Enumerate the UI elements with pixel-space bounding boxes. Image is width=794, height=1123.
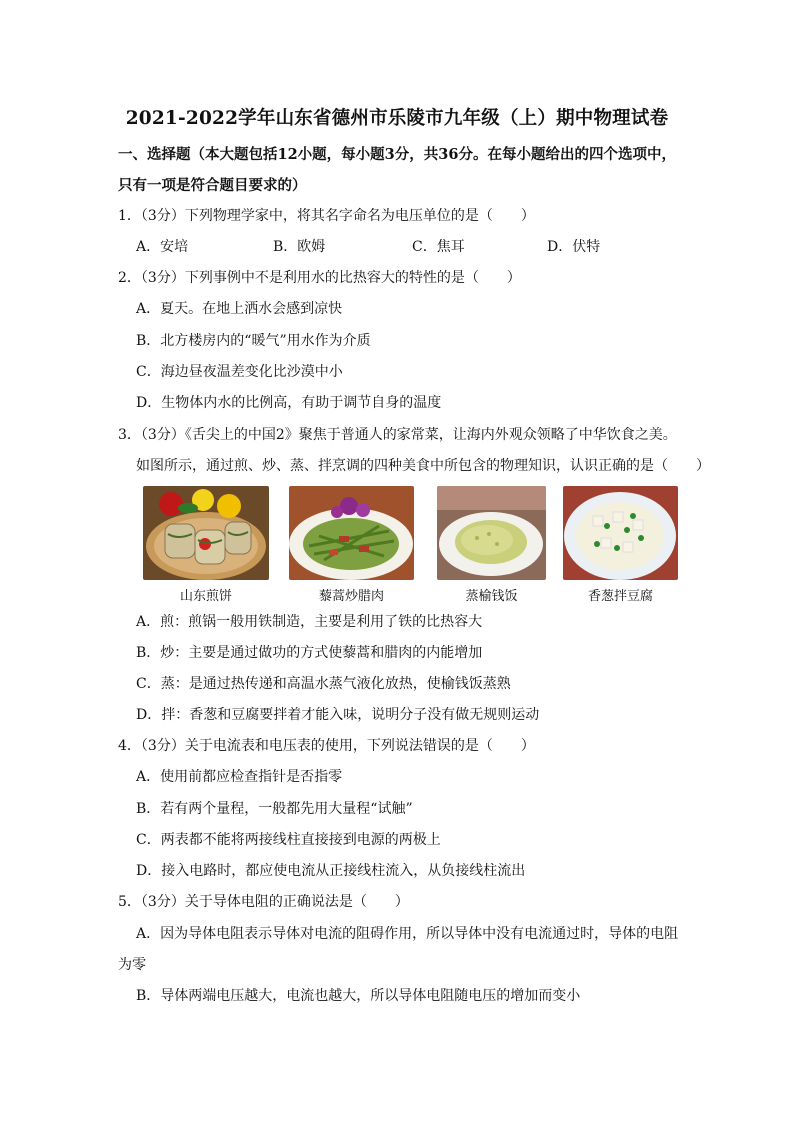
question-1-option-d: D．伏特	[547, 239, 601, 255]
question-1-option-b: B．欧姆	[273, 239, 326, 255]
question-4-option-b: B．若有两个量程，一般都先用大量程“试触”	[136, 801, 413, 817]
question-5-stem: 5．（3分）关于导体电阻的正确说法是（ ）	[118, 894, 409, 910]
photo-stirfry-artemisia-bacon	[289, 486, 414, 580]
question-3-option-c: C．蒸：是通过热传递和高温水蒸气液化放热，使榆钱饭蒸熟	[136, 676, 511, 692]
question-5-option-a-line1: A．因为导体电阻表示导体对电流的阻碍作用，所以导体中没有电流通过时，导体的电阻	[136, 926, 679, 942]
page-title: 2021-2022学年山东省德州市乐陵市九年级（上）期中物理试卷	[125, 108, 669, 129]
photo-scallion-tofu	[563, 486, 678, 580]
question-1-option-a: A．安培	[136, 239, 189, 255]
section-heading-line2: 只有一项是符合题目要求的）	[118, 177, 307, 194]
question-2-stem: 2．（3分）下列事例中不是利用水的比热容大的特性的是（ ）	[118, 270, 521, 286]
question-3-stem-line1: 3．（3分）《舌尖上的中国2》聚焦于普通人的家常菜，让海内外观众领略了中华饮食之美。	[118, 427, 677, 443]
caption-steamed-elm-seed-rice: 蒸榆钱饭	[465, 589, 518, 604]
question-4-option-d: D．接入电路时，都应使电流从正接线柱流入，从负接线柱流出	[136, 863, 526, 879]
question-1-stem: 1．（3分）下列物理学家中，将其名字命名为电压单位的是（ ）	[118, 208, 535, 224]
question-5-option-a-line2: 为零	[118, 957, 146, 973]
photo-shandong-pancake	[143, 486, 269, 580]
question-4-option-c: C．两表都不能将两接线柱直接接到电源的两极上	[136, 832, 441, 848]
question-3-option-d: D．拌：香葱和豆腐要拌着才能入味，说明分子没有做无规则运动	[136, 707, 540, 723]
question-3-option-b: B．炒：主要是通过做功的方式使藜蒿和腊肉的内能增加	[136, 645, 483, 661]
question-2-option-d: D．生物体内水的比例高，有助于调节自身的温度	[136, 395, 442, 411]
question-2-option-b: B．北方楼房内的“暖气”用水作为介质	[136, 333, 371, 349]
caption-stirfry-artemisia-bacon: 藜蒿炒腊肉	[318, 589, 384, 604]
question-2-option-c: C．海边昼夜温差变化比沙漠中小	[136, 364, 343, 380]
question-3-option-a: A．煎：煎锅一般用铁制造，主要是利用了铁的比热容大	[136, 614, 483, 630]
question-4-option-a: A．使用前都应检查指针是否指零	[136, 769, 343, 785]
section-heading-line1: 一、选择题（本大题包括12小题，每小题3分，共36分。在每小题给出的四个选项中，	[118, 146, 676, 163]
photo-steamed-elm-seed-rice	[437, 486, 546, 580]
question-3-stem-line2: 如图所示，通过煎、炒、蒸、拌烹调的四种美食中所包含的物理知识，认识正确的是（ ）	[136, 458, 710, 474]
question-2-option-a: A．夏天。在地上洒水会感到凉快	[136, 301, 343, 317]
caption-scallion-tofu: 香葱拌豆腐	[587, 589, 653, 604]
question-5-option-b: B．导体两端电压越大，电流也越大，所以导体电阻随电压的增加而变小	[136, 988, 581, 1004]
question-1-option-c: C．焦耳	[412, 239, 465, 255]
caption-shandong-pancake: 山东煎饼	[179, 589, 232, 604]
question-4-stem: 4．（3分）关于电流表和电压表的使用，下列说法错误的是（ ）	[118, 738, 535, 754]
